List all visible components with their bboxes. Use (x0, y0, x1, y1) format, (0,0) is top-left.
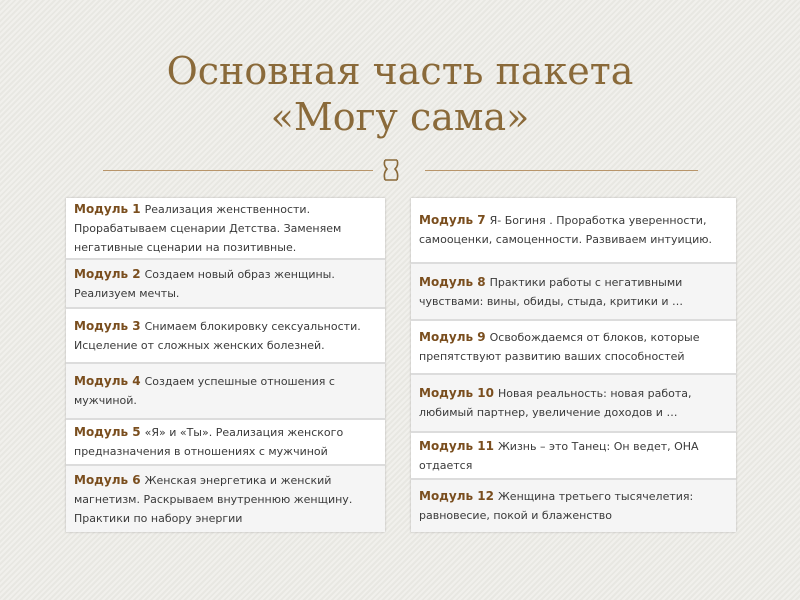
module-description: Снимаем блокировку сексуальности. Исцеление от сложных женских болезней. (74, 319, 361, 352)
divider-line-left (103, 170, 373, 171)
module-12 (411, 480, 736, 532)
module-9 (411, 321, 736, 375)
module-name: Модуль 8 (419, 274, 486, 289)
module-1 (66, 198, 385, 260)
module-description: Практики работы с негативными чувствами: вины, обиды, стыда, критики и … (419, 275, 684, 308)
ornament-icon (381, 157, 401, 183)
divider-line-right (425, 170, 698, 171)
module-name: Модуль 1 (74, 201, 141, 216)
module-description: Новая реальность: новая работа, любимый партнер, увеличение доходов и … (419, 387, 692, 419)
module-name: Модуль 4 (74, 374, 141, 388)
module-4 (66, 364, 385, 420)
module-description: Создаем успешные отношения с мужчиной. (74, 375, 335, 407)
module-2 (66, 260, 385, 309)
module-6 (66, 466, 385, 532)
module-name: Модуль 11 (419, 438, 494, 453)
module-name: Модуль 2 (74, 266, 141, 281)
module-description: Освобождаемся от блоков, которые препятствуют развитию ваших способностей (419, 331, 700, 363)
module-10 (411, 375, 736, 433)
slide-title-line-1: Основная часть пакета (166, 49, 634, 93)
slide-title-line-2: «Могу сама» (270, 95, 530, 139)
module-description: Создаем новый образ женщины. Реализуем мечты. (74, 267, 335, 300)
module-name: Модуль 6 (74, 472, 141, 487)
module-name: Модуль 9 (419, 330, 486, 344)
slide-title (0, 48, 800, 140)
module-11 (411, 433, 736, 480)
module-name: Модуль 5 (74, 425, 141, 439)
module-description: Я- Богиня . Проработка уверенности, самооценки, самоценности. Развиваем интуицию. (419, 214, 713, 246)
module-7 (411, 198, 736, 264)
module-description: «Я» и «Ты». Реализация женского предназначения в отношениях с мужчиной (74, 426, 344, 458)
module-3 (66, 309, 385, 364)
modules-panel-left (66, 198, 385, 532)
module-description: Жизнь – это Танец: Он ведет, ОНА отдается (419, 439, 699, 472)
module-name: Модуль 12 (419, 489, 494, 503)
module-8 (411, 264, 736, 321)
module-name: Модуль 3 (74, 318, 141, 333)
module-description: Реализация женственности. Прорабатываем сценарии Детства. Заменяем негативные сценарии на позитивные. (74, 202, 342, 254)
module-description: Женщина третьего тысячелетия: равновесие, покой и блаженство (419, 490, 694, 522)
module-name: Модуль 10 (419, 386, 494, 400)
modules-panel-right (411, 198, 736, 532)
module-name: Модуль 7 (419, 213, 486, 227)
module-description: Женская энергетика и женский магнетизм. Раскрываем внутреннюю женщину. Практики по набору энергии (74, 473, 353, 525)
module-5 (66, 420, 385, 466)
